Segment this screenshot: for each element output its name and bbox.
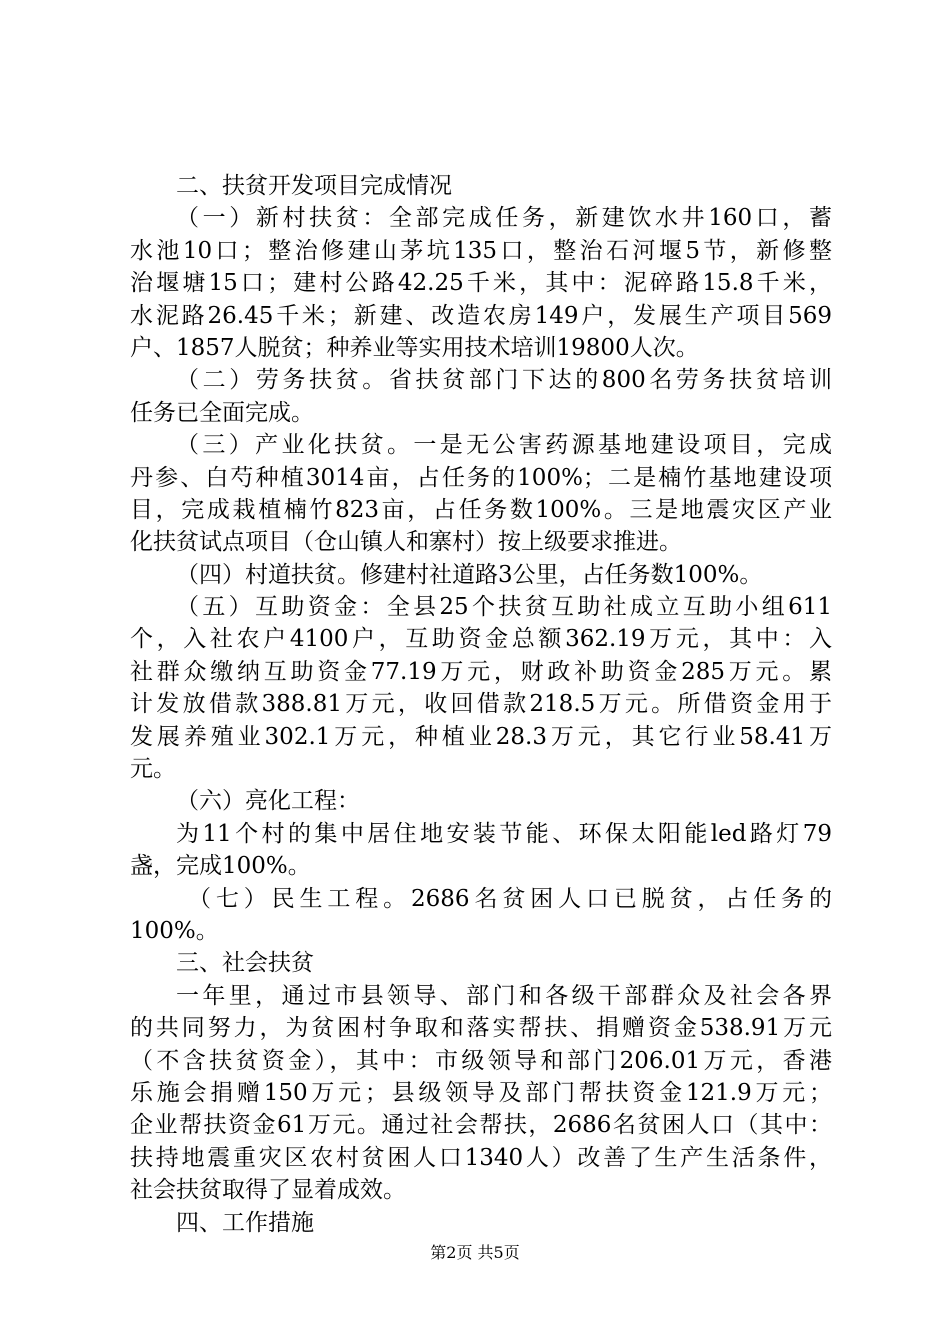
paragraph-line: （一）新村扶贫：全部完成任务，新建饮水井160口，蓄 — [176, 205, 832, 232]
paragraph-line: 化扶贫试点项目（仓山镇人和寨村）按上级要求推进。 — [130, 529, 682, 556]
paragraph-line: 户、1857人脱贫；种养业等实用技术培训19800人次。 — [130, 334, 699, 361]
paragraph-line: （不含扶贫资金），其中：市级领导和部门206.01万元，香港 — [130, 1047, 832, 1074]
paragraph-line: 任务已全面完成。 — [130, 399, 314, 426]
paragraph-line: 的共同努力，为贫困村争取和落实帮扶、捐赠资金538.91万元 — [130, 1015, 832, 1042]
paragraph-line: 社会扶贫取得了显着成效。 — [130, 1177, 406, 1204]
paragraph-line: （二）劳务扶贫。省扶贫部门下达的800名劳务扶贫培训 — [176, 367, 832, 394]
paragraph-line: 目，完成栽植楠竹823亩，占任务数100%。三是地震灾区产业 — [130, 496, 832, 523]
section-heading-2: 二、扶贫开发项目完成情况 — [176, 173, 452, 199]
paragraph-line: 盏，完成100%。 — [130, 853, 311, 880]
paragraph-line: 扶持地震重灾区农村贫困人口1340人）改善了生产生活条件， — [130, 1144, 832, 1171]
section-heading-3: 三、社会扶贫 — [176, 950, 314, 977]
paragraph-line: 一年里，通过市县领导、部门和各级干部群众及社会各界 — [176, 982, 832, 1009]
paragraph-line: 企业帮扶资金61万元。通过社会帮扶，2686名贫困人口（其中： — [130, 1112, 832, 1139]
paragraph-line: 发展养殖业302.1万元，种植业28.3万元，其它行业58.41万 — [130, 723, 832, 750]
paragraph-line: （五）互助资金：全县25个扶贫互助社成立互助小组611 — [176, 594, 832, 621]
paragraph-line: 100%。 — [130, 917, 219, 944]
page-footer: 第2页 共5页 — [430, 1243, 520, 1262]
paragraph-line: 计发放借款388.81万元，收回借款218.5万元。所借资金用于 — [130, 691, 832, 718]
paragraph-line: 乐施会捐赠150万元；县级领导及部门帮扶资金121.9万元； — [130, 1079, 832, 1106]
paragraph-line: 社群众缴纳互助资金77.19万元，财政补助资金285万元。累 — [130, 658, 832, 685]
section-heading-4: 四、工作措施 — [176, 1209, 314, 1236]
paragraph-line: 水泥路26.45千米；新建、改造农房149户，发展生产项目569 — [130, 302, 832, 329]
paragraph-line: （三）产业化扶贫。一是无公害药源基地建设项目，完成 — [176, 432, 832, 459]
paragraph-line: （四）村道扶贫。修建村社道路3公里，占任务数100%。 — [176, 561, 763, 588]
paragraph-line: 为11个村的集中居住地安装节能、环保太阳能led路灯79 — [176, 820, 832, 847]
paragraph-line: 丹参、白芍种植3014亩，占任务的100%；二是楠竹基地建设项 — [130, 464, 832, 491]
paragraph-line: 水池10口；整治修建山茅坑135口，整治石河堰5节，新修整 — [130, 237, 832, 264]
paragraph-line: （七）民生工程。2686名贫困人口已脱贫，占任务的 — [188, 885, 832, 912]
paragraph-line: （六）亮化工程： — [176, 788, 360, 815]
paragraph-line: 个，入社农户4100户，互助资金总额362.19万元，其中：入 — [130, 626, 832, 653]
paragraph-line: 元。 — [130, 756, 176, 783]
document-body — [130, 170, 832, 1239]
paragraph-line: 治堰塘15口；建村公路42.25千米，其中：泥碎路15.8千米， — [130, 270, 832, 297]
